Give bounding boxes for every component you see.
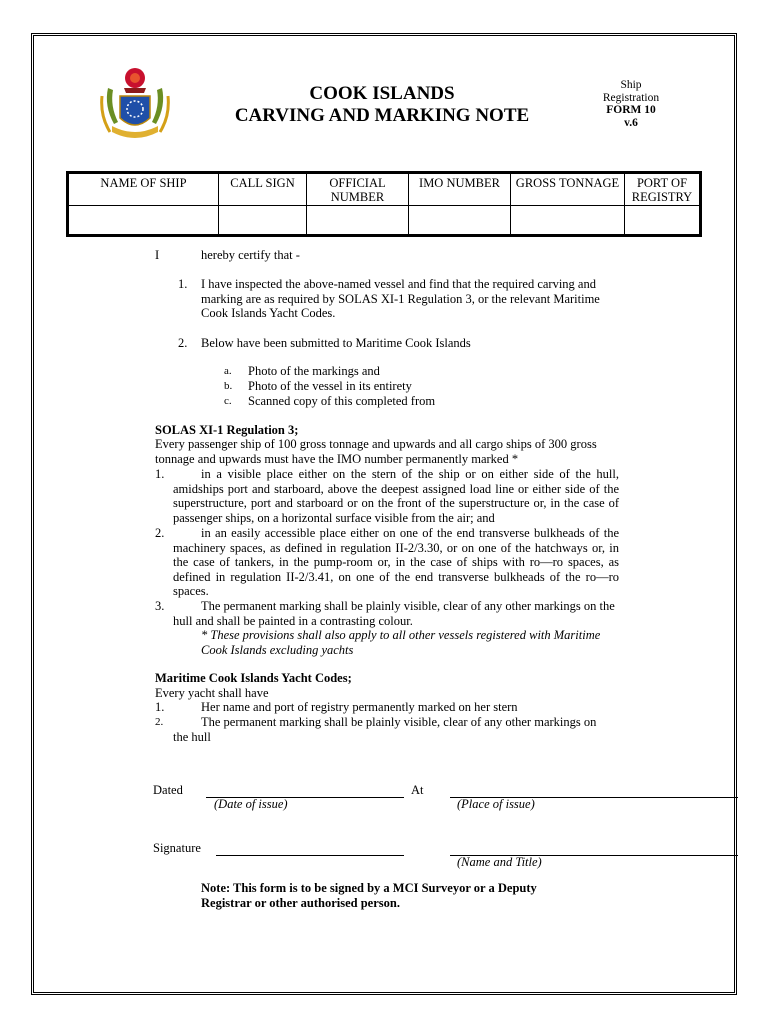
sub-item-c: Scanned copy of this completed from — [248, 394, 436, 408]
official-number-cell[interactable] — [307, 205, 409, 235]
form-line-ship: Ship — [620, 79, 642, 91]
yacht-p2-number: 2. — [155, 716, 164, 728]
solas-p2: in an easily accessible place either on one of the end transverse bulkheads of the machinery spaces, as defined in regulation II-2/3.30, or on one of the hatchways or, in the case of tankers, in the pump-room or, in the case of ships with ro—ro spaces, as defined in regulation II-2/3.41, on one of the end transverse bulkheads of the ro—ro spaces. — [173, 526, 619, 599]
solas-intro: Every passenger ship of 100 gross tonnage and upwards and all cargo ships of 300 gross tonnage and upwards must have the IMO number permanently marked * — [155, 437, 597, 466]
yacht-p1-number: 1. — [155, 700, 165, 714]
yacht-p2: The permanent marking shall be plainly visible, clear of any other markings on the hull — [173, 715, 597, 744]
at-label: At — [411, 783, 424, 797]
certify-text: hereby certify that - — [201, 248, 300, 262]
solas-p1-number: 1. — [155, 467, 165, 481]
solas-heading: SOLAS XI-1 Regulation 3; — [155, 423, 299, 437]
name-and-title-caption: (Name and Title) — [457, 855, 542, 869]
form-number: FORM 10 — [606, 104, 656, 116]
col-official-number: OFFICIAL NUMBER — [307, 173, 409, 206]
sub-c-letter: c. — [224, 395, 232, 407]
solas-p3-number: 3. — [155, 599, 165, 613]
sub-b-letter: b. — [224, 380, 233, 392]
solas-p2-number: 2. — [155, 526, 165, 540]
certify-i: I — [155, 248, 160, 262]
solas-p1: in a visible place either on the stern of the ship or on either side of the hull, amidships port and starboard, above the deepest assigned load line or either side of the superstructure, port and starboard or on the front of the superstructure or, in the case of passenger ships, on a horizontal surface visible from the air; and — [173, 467, 619, 525]
coat-of-arms-emblem — [100, 66, 170, 146]
form-line-registration: Registration — [602, 91, 660, 104]
certify-item-1-number: 1. — [178, 277, 188, 291]
table-header-row — [68, 173, 701, 206]
sub-item-b: Photo of the vessel in its entirety — [248, 379, 412, 393]
form-id-box — [596, 79, 666, 129]
dated-label: Dated — [153, 783, 183, 797]
signing-note: Note: This form is to be signed by a MCI Surveyor or a Deputy Registrar or other authorised person. — [201, 881, 537, 910]
imo-number-cell[interactable] — [409, 205, 511, 235]
col-gross-tonnage: GROSS TONNAGE — [511, 173, 625, 206]
yacht-intro: Every yacht shall have — [155, 686, 269, 700]
col-name-of-ship: NAME OF SHIP — [68, 173, 219, 206]
call-sign-cell[interactable] — [219, 205, 307, 235]
certify-item-1: I have inspected the above-named vessel and find that the required carving and marking are as required by SOLAS XI-1 Regulation 3, or the relevant Maritime Cook Islands Yacht Codes. — [201, 277, 600, 321]
solas-note: * These provisions shall also apply to all other vessels registered with Maritime Cook Islands excluding yachts — [201, 628, 601, 657]
place-of-issue-caption: (Place of issue) — [457, 797, 535, 811]
gross-tonnage-cell[interactable] — [511, 205, 625, 235]
col-call-sign: CALL SIGN — [219, 173, 307, 206]
ship-details-table — [66, 171, 702, 237]
sub-item-a: Photo of the markings and — [248, 364, 380, 378]
title-line-2: CARVING AND MARKING NOTE — [234, 105, 530, 126]
form-version: v.6 — [624, 116, 638, 129]
yacht-p1: Her name and port of registry permanently marked on her stern — [201, 700, 518, 714]
signature-label: Signature — [153, 841, 201, 855]
col-imo-number: IMO NUMBER — [409, 173, 511, 206]
yacht-heading: Maritime Cook Islands Yacht Codes; — [155, 671, 352, 685]
date-of-issue-caption: (Date of issue) — [214, 797, 288, 811]
sub-a-letter: a. — [224, 365, 232, 377]
table-row[interactable] — [68, 205, 701, 235]
title-line-1: COOK ISLANDS — [309, 83, 455, 104]
name-of-ship-cell[interactable] — [68, 205, 219, 235]
port-of-registry-cell[interactable] — [625, 205, 701, 235]
signature-line[interactable] — [216, 855, 404, 856]
col-port-of-registry: PORT OF REGISTRY — [625, 173, 701, 206]
certify-item-2: Below have been submitted to Maritime Cook Islands — [201, 336, 471, 350]
certify-item-2-number: 2. — [178, 336, 188, 350]
solas-p3: The permanent marking shall be plainly visible, clear of any other markings on the hull and shall be painted in a contrasting colour. — [173, 599, 615, 628]
